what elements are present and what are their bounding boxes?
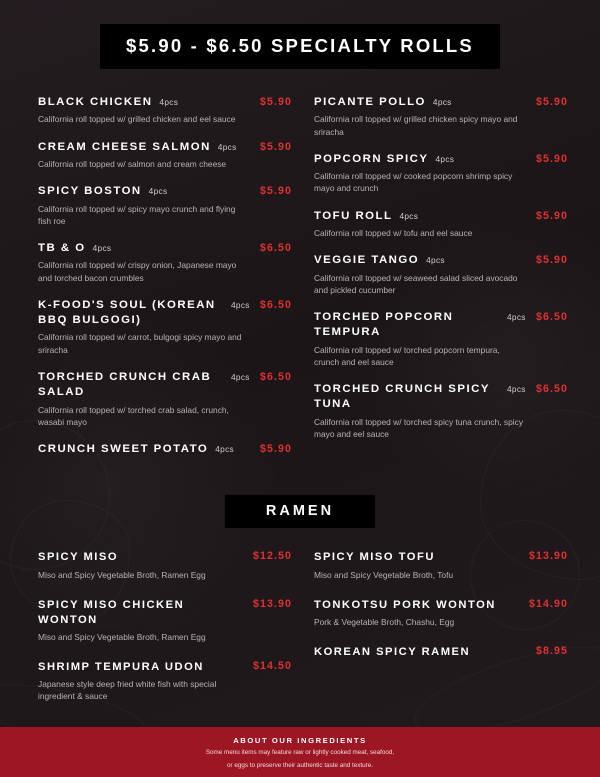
menu-item xyxy=(38,140,292,171)
item-description: California roll topped w/ spicy mayo crunch and flying fish roe xyxy=(38,203,236,226)
rolls-right-column xyxy=(314,95,568,471)
item-description: California roll topped w/ seaweed salad sliced avocado and pickled cucumber xyxy=(314,272,518,295)
item-description: Pork & Vegetable Broth, Chashu, Egg xyxy=(314,616,455,627)
menu-item xyxy=(314,253,568,296)
item-quantity: 4pcs xyxy=(231,371,250,382)
ramen-title: RAMEN xyxy=(265,503,335,520)
item-price: $5.90 xyxy=(259,96,292,108)
item-description: Miso and Spicy Vegetable Broth, Tofu xyxy=(314,569,454,580)
item-name: TORCHED CRUNCH CRAB SALAD xyxy=(38,370,212,399)
item-price: $6.50 xyxy=(535,310,568,323)
item-description: California roll topped w/ crispy onion, Japanese mayo and torched bacon crumbles xyxy=(38,260,237,283)
footer-line-2: or eggs to preserve their authentic taste and texture. xyxy=(227,762,373,770)
item-description: California roll topped w/ cooked popcorn shrimp spicy mayo and crunch xyxy=(314,171,513,194)
item-quantity: 4pcs xyxy=(159,97,179,107)
item-quantity: 4pcs xyxy=(426,255,445,266)
item-price: $5.90 xyxy=(535,96,568,108)
item-description: Japanese style deep fried white fish with special ingredient & sauce xyxy=(38,679,217,702)
menu-item xyxy=(38,95,292,126)
item-name: TOFU ROLL xyxy=(314,209,393,222)
menu-item xyxy=(38,598,292,643)
item-quantity: 4pcs xyxy=(92,242,112,253)
item-description: California roll topped w/ tofu and eel sauce xyxy=(314,227,473,238)
menu-item xyxy=(314,550,568,580)
ingredients-footer xyxy=(0,727,600,777)
item-name: KOREAN SPICY RAMEN xyxy=(314,645,471,658)
item-name: CRUNCH SWEET POTATO xyxy=(38,443,209,455)
item-name: TB & O xyxy=(38,241,86,254)
item-quantity: 4pcs xyxy=(215,444,234,454)
item-name: SPICY MISO xyxy=(38,551,119,564)
menu-item xyxy=(314,95,568,138)
item-price: $5.90 xyxy=(535,254,568,267)
page-title: $5.90 - $6.50 SPECIALTY ROLLS xyxy=(126,35,474,56)
item-price: $5.90 xyxy=(259,185,292,198)
item-description: California roll topped w/ torched spicy tuna crunch, spicy mayo and eel sauce xyxy=(314,416,524,439)
specialty-rolls-section xyxy=(0,69,600,471)
item-price: $6.50 xyxy=(259,241,292,254)
menu-item xyxy=(38,184,292,227)
footer-line-1: Some menu items may feature raw or lightly cooked meat, seafood, xyxy=(205,749,395,756)
ramen-items xyxy=(0,528,600,719)
item-quantity: 4pcs xyxy=(399,210,419,221)
item-description: California roll topped w/ salmon and cream cheese xyxy=(38,158,227,169)
item-price: $13.90 xyxy=(252,597,292,610)
item-price: $14.50 xyxy=(252,660,292,673)
item-name: TORCHED CRUNCH SPICY TUNA xyxy=(314,383,490,411)
item-description: California roll topped w/ grilled chicken and eel sauce xyxy=(38,114,236,125)
item-name: CREAM CHEESE SALMON xyxy=(38,140,211,153)
item-description: California roll topped w/ carrot, bulgogi spicy mayo and sriracha xyxy=(38,332,242,355)
item-price: $5.90 xyxy=(259,443,292,455)
rolls-left-column xyxy=(38,95,292,471)
menu-item xyxy=(38,550,292,580)
item-description: Miso and Spicy Vegetable Broth, Ramen Egg xyxy=(38,569,206,580)
menu-item xyxy=(38,442,292,457)
item-name: K-FOOD'S SOUL (KOREAN BBQ BULGOGI) xyxy=(38,298,216,327)
item-quantity: 4pcs xyxy=(148,186,168,197)
footer-title: ABOUT OUR INGREDIENTS xyxy=(233,736,367,745)
menu-item xyxy=(314,310,568,368)
menu-item xyxy=(38,660,292,702)
item-name: POPCORN SPICY xyxy=(314,152,429,165)
menu-item xyxy=(38,370,292,428)
item-quantity: 4pcs xyxy=(231,299,250,310)
item-name: TORCHED POPCORN TEMPURA xyxy=(314,310,454,339)
item-name: SPICY MISO CHICKEN WONTON xyxy=(38,598,185,626)
ramen-right-column xyxy=(314,550,568,719)
item-price: $5.90 xyxy=(259,140,292,153)
item-price: $5.90 xyxy=(535,152,568,165)
ramen-section xyxy=(0,495,600,719)
item-description: California roll topped w/ torched crab salad, crunch, wasabi mayo xyxy=(38,404,229,427)
item-price: $8.95 xyxy=(535,644,568,657)
page-title-banner xyxy=(100,24,500,69)
item-quantity: 4pcs xyxy=(432,97,452,107)
item-price: $5.90 xyxy=(535,209,568,222)
item-name: SPICY MISO TOFU xyxy=(314,551,435,564)
ramen-left-column xyxy=(38,550,292,719)
menu-item xyxy=(314,645,568,660)
item-name: SHRIMP TEMPURA UDON xyxy=(38,661,204,674)
item-description: Miso and Spicy Vegetable Broth, Ramen Egg xyxy=(38,631,206,642)
item-price: $13.90 xyxy=(528,550,568,563)
item-quantity: 4pcs xyxy=(435,153,455,164)
menu-item xyxy=(38,298,292,356)
item-quantity: 4pcs xyxy=(507,311,526,322)
item-price: $6.50 xyxy=(259,370,292,383)
item-name: PICANTE POLLO xyxy=(314,96,426,108)
item-price: $14.90 xyxy=(528,597,568,610)
item-quantity: 4pcs xyxy=(217,141,237,152)
ramen-title-banner xyxy=(225,495,375,528)
item-quantity: 4pcs xyxy=(507,384,526,395)
item-price: $6.50 xyxy=(535,383,568,396)
item-description: California roll topped w/ torched popcorn tempura, crunch and eel sauce xyxy=(314,344,500,367)
item-description: California roll topped w/ grilled chicken spicy mayo and sriracha xyxy=(314,114,518,137)
menu-item xyxy=(314,152,568,195)
item-name: TONKOTSU PORK WONTON xyxy=(314,598,496,611)
item-price: $12.50 xyxy=(252,550,292,563)
item-name: SPICY BOSTON xyxy=(38,185,142,198)
item-price: $6.50 xyxy=(259,298,292,311)
item-name: VEGGIE TANGO xyxy=(314,254,420,267)
menu-item xyxy=(314,382,568,440)
menu-item xyxy=(38,241,292,284)
menu-item xyxy=(314,209,568,240)
item-name: BLACK CHICKEN xyxy=(38,96,153,108)
menu-item xyxy=(314,598,568,628)
